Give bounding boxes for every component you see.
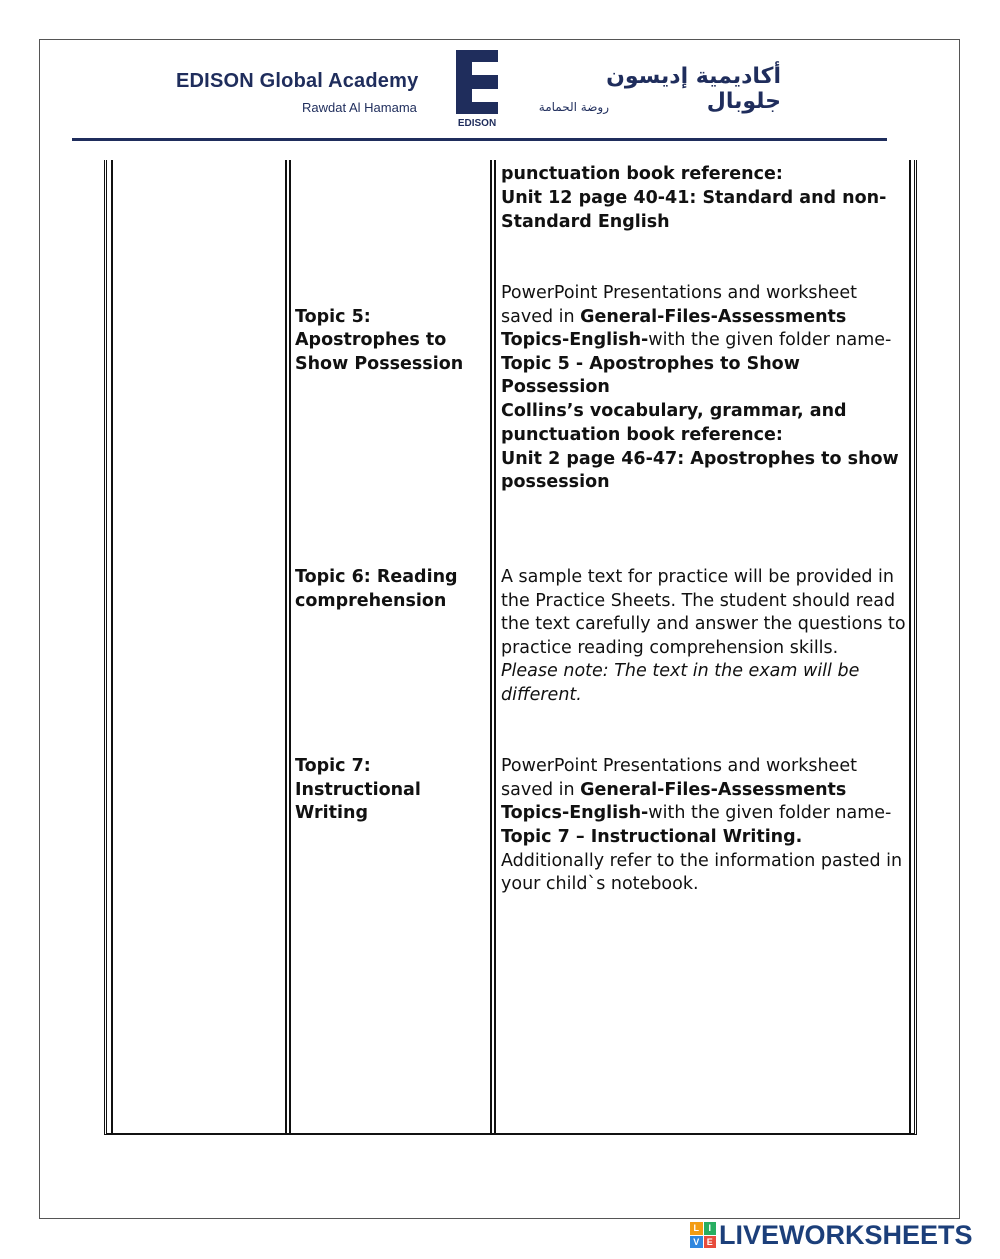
topic7-title-line-3: Writing: [295, 803, 368, 823]
lw-icon-v: V: [690, 1236, 703, 1249]
topic6-note-line-2: different.: [501, 685, 582, 705]
topic5-resource-line-7: punctuation book reference:: [501, 425, 783, 445]
lw-icon-l: L: [690, 1222, 703, 1235]
topic7-title-line-2: Instructional: [295, 780, 421, 800]
topic5-resource-line-6: Collins’s vocabulary, grammar, and: [501, 401, 847, 421]
table-border-right-inner: [909, 160, 913, 1133]
topic7-saved-in: saved in: [501, 780, 581, 800]
topic6-title-line-1: Topic 6: Reading: [295, 567, 458, 587]
topic5-resource-line-2: [501, 306, 846, 330]
topic7-resource-line-4: Topic 7 – Instructional Writing.: [501, 827, 803, 847]
continued-line-3: Standard English: [501, 212, 670, 232]
topic6-note-line-1: Please note: The text in the exam will be: [501, 661, 860, 681]
header-rule: [72, 138, 887, 141]
topic5-folder-path: General-Files-Assessments: [580, 307, 847, 327]
topic5-folder-path-2: Topics-English-: [501, 330, 649, 350]
liveworksheets-icon: [690, 1222, 716, 1248]
topic7-resource-line-1: PowerPoint Presentations and worksheet: [501, 756, 857, 776]
topic5-resource-line-9: possession: [501, 472, 610, 492]
topic7-resource-line-3: [501, 802, 891, 826]
school-name-arabic: أكاديمية إديسون جلوبال: [606, 64, 781, 114]
topic7-title-line-1: Topic 7:: [295, 756, 371, 776]
edison-logo-mark: [456, 50, 498, 114]
topic7-resource-line-2: [501, 779, 846, 803]
topic5-resource-line-5: Possession: [501, 377, 610, 397]
topic6-resource-line-3: the text carefully and answer the questions to: [501, 614, 906, 634]
topic5-resource-line-8: Unit 2 page 46-47: Apostrophes to show: [501, 449, 899, 469]
topic7-folder-path: General-Files-Assessments: [580, 780, 847, 800]
lw-icon-e: E: [704, 1236, 717, 1249]
topic5-resource-line-4: Topic 5 - Apostrophes to Show: [501, 354, 800, 374]
lw-icon-i: I: [704, 1222, 717, 1235]
topic7-resource-line-5: Additionally refer to the information pasted in: [501, 851, 903, 871]
topic5-title-line-3: Show Possession: [295, 354, 464, 374]
school-location-english: Rawdat Al Hamama: [302, 100, 417, 115]
topic7-folder-path-2: Topics-English-: [501, 803, 649, 823]
school-name-english: EDISON Global Academy: [176, 70, 419, 92]
topic6-title-line-2: comprehension: [295, 591, 447, 611]
topic7-folder-note: with the given folder name-: [648, 803, 892, 823]
column-divider-2: [490, 160, 496, 1133]
topic5-resource-line-3: [501, 329, 891, 353]
topic5-resource-line-1: PowerPoint Presentations and worksheet: [501, 283, 857, 303]
topic6-resource-line-4: practice reading comprehension skills.: [501, 638, 839, 658]
topic6-resource-line-1: A sample text for practice will be provided in: [501, 567, 895, 587]
logo-caption: EDISON: [457, 118, 497, 129]
table-border-left-inner: [109, 160, 113, 1133]
topic7-resource-line-6: your child`s notebook.: [501, 874, 699, 894]
topic6-resource-line-2: the Practice Sheets. The student should read: [501, 591, 896, 611]
column-divider-1: [285, 160, 291, 1133]
topic5-folder-note: with the given folder name-: [648, 330, 892, 350]
edison-logo: [456, 50, 498, 114]
liveworksheets-watermark[interactable]: [690, 1220, 973, 1250]
continued-line-1: punctuation book reference:: [501, 164, 783, 184]
topic5-title-line-1: Topic 5:: [295, 307, 371, 327]
topic5-saved-in: saved in: [501, 307, 581, 327]
continued-line-2: Unit 12 page 40-41: Standard and non-: [501, 188, 887, 208]
topic5-title-line-2: Apostrophes to: [295, 330, 447, 350]
school-location-arabic: روضة الحمامة: [538, 100, 609, 114]
liveworksheets-wordmark: LIVEWORKSHEETS: [719, 1219, 973, 1250]
